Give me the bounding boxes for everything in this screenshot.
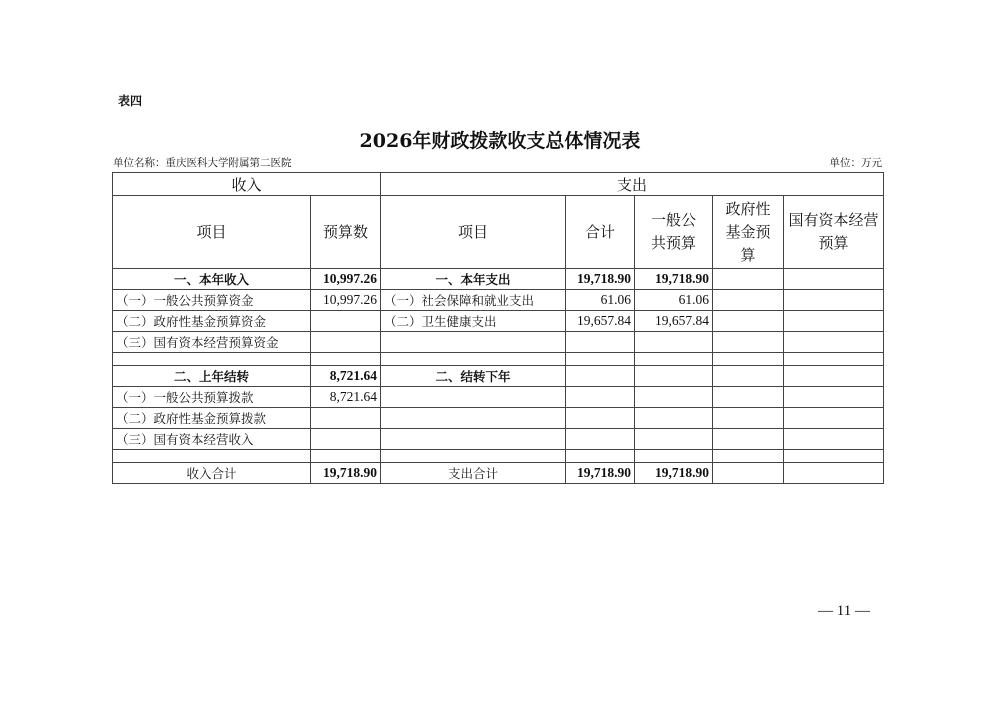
expense-total-cell <box>566 450 635 463</box>
income-amount-cell <box>311 353 381 366</box>
table-row <box>113 450 884 463</box>
income-amount-cell <box>311 311 381 332</box>
state-capital-cell <box>784 290 884 311</box>
table-row <box>113 353 884 366</box>
general-budget-cell <box>635 408 713 429</box>
general-budget-cell <box>635 332 713 353</box>
expense-item-cell: 二、结转下年 <box>381 366 566 387</box>
table-row <box>113 290 884 311</box>
budget-table <box>112 172 884 484</box>
gov-fund-cell <box>713 429 784 450</box>
state-capital-cell <box>784 353 884 366</box>
general-budget-cell: 61.06 <box>635 290 713 311</box>
state-capital-cell <box>784 311 884 332</box>
table-row <box>113 311 884 332</box>
unit-label: 单位：万元 <box>829 157 882 169</box>
table-row <box>113 463 884 484</box>
expense-item-cell: 一、本年支出 <box>381 269 566 290</box>
income-amount-cell <box>311 332 381 353</box>
gov-fund-cell <box>713 290 784 311</box>
expense-total-cell: 19,657.84 <box>566 311 635 332</box>
expense-item-cell: 支出合计 <box>381 463 566 484</box>
expense-total-cell <box>566 387 635 408</box>
expense-total-cell <box>566 332 635 353</box>
gov-fund-cell <box>713 366 784 387</box>
gov-fund-cell <box>713 311 784 332</box>
expense-item-cell: （一）社会保障和就业支出 <box>381 290 566 311</box>
expense-total-cell <box>566 408 635 429</box>
income-amount-cell <box>311 429 381 450</box>
income-item-cell: 收入合计 <box>113 463 311 484</box>
expense-item-cell <box>381 387 566 408</box>
income-amount-cell: 10,997.26 <box>311 290 381 311</box>
state-capital-cell <box>784 366 884 387</box>
expense-total-cell <box>566 366 635 387</box>
state-capital-cell <box>784 387 884 408</box>
document-title: 2026年财政拨款收支总体情况表 <box>359 130 641 152</box>
table-row <box>113 269 884 290</box>
state-capital-cell <box>784 463 884 484</box>
general-budget-cell: 19,657.84 <box>635 311 713 332</box>
gov-fund-cell <box>713 408 784 429</box>
income-item-cell: （一）一般公共预算资金 <box>113 290 311 311</box>
gov-fund-cell <box>713 463 784 484</box>
income-amount-cell: 10,997.26 <box>311 269 381 290</box>
general-budget-cell <box>635 353 713 366</box>
gov-fund-cell <box>713 450 784 463</box>
state-capital-cell <box>784 332 884 353</box>
state-capital-cell <box>784 450 884 463</box>
expense-item-cell: （二）卫生健康支出 <box>381 311 566 332</box>
general-budget-cell <box>635 366 713 387</box>
expense-total-cell <box>566 429 635 450</box>
gov-fund-header: 政府性基金预算 <box>713 196 784 269</box>
expense-item-cell <box>381 332 566 353</box>
income-item-cell <box>113 450 311 463</box>
expense-item-cell <box>381 450 566 463</box>
header-row-1 <box>113 173 884 196</box>
income-item-cell: 一、本年收入 <box>113 269 311 290</box>
gov-fund-cell <box>713 332 784 353</box>
expense-total-cell: 61.06 <box>566 290 635 311</box>
unit-name: 单位名称：重庆医科大学附属第二医院 <box>113 157 292 169</box>
header-row-2 <box>113 196 884 269</box>
general-budget-header: 一般公共预算 <box>635 196 713 269</box>
expense-item-cell <box>381 429 566 450</box>
expense-item-cell <box>381 408 566 429</box>
state-capital-cell <box>784 408 884 429</box>
general-budget-cell <box>635 387 713 408</box>
gov-fund-cell <box>713 269 784 290</box>
general-budget-cell: 19,718.90 <box>635 269 713 290</box>
income-amount-cell <box>311 408 381 429</box>
state-capital-cell <box>784 269 884 290</box>
income-item-cell: （二）政府性基金预算拨款 <box>113 408 311 429</box>
income-budget-header: 预算数 <box>311 196 381 269</box>
income-amount-cell: 19,718.90 <box>311 463 381 484</box>
table-label: 表四 <box>118 94 143 108</box>
income-item-cell: 二、上年结转 <box>113 366 311 387</box>
expense-total-cell <box>566 353 635 366</box>
income-item-cell <box>113 353 311 366</box>
gov-fund-cell <box>713 387 784 408</box>
expense-item-cell <box>381 353 566 366</box>
expense-header: 支出 <box>381 173 884 196</box>
income-item-cell: （一）一般公共预算拨款 <box>113 387 311 408</box>
expense-total-cell: 19,718.90 <box>566 463 635 484</box>
income-amount-cell: 8,721.64 <box>311 366 381 387</box>
income-amount-cell <box>311 450 381 463</box>
income-item-header: 项目 <box>113 196 311 269</box>
general-budget-cell <box>635 450 713 463</box>
gov-fund-cell <box>713 353 784 366</box>
state-capital-header: 国有资本经营预算 <box>784 196 884 269</box>
expense-item-header: 项目 <box>381 196 566 269</box>
page-number: — 11 — <box>818 603 870 619</box>
table-row <box>113 408 884 429</box>
total-header: 合计 <box>566 196 635 269</box>
table-row <box>113 366 884 387</box>
table-row <box>113 387 884 408</box>
general-budget-cell: 19,718.90 <box>635 463 713 484</box>
state-capital-cell <box>784 429 884 450</box>
income-item-cell: （二）政府性基金预算资金 <box>113 311 311 332</box>
table-row <box>113 332 884 353</box>
income-item-cell: （三）国有资本经营收入 <box>113 429 311 450</box>
table-row <box>113 429 884 450</box>
expense-total-cell: 19,718.90 <box>566 269 635 290</box>
income-item-cell: （三）国有资本经营预算资金 <box>113 332 311 353</box>
income-header: 收入 <box>113 173 381 196</box>
general-budget-cell <box>635 429 713 450</box>
income-amount-cell: 8,721.64 <box>311 387 381 408</box>
